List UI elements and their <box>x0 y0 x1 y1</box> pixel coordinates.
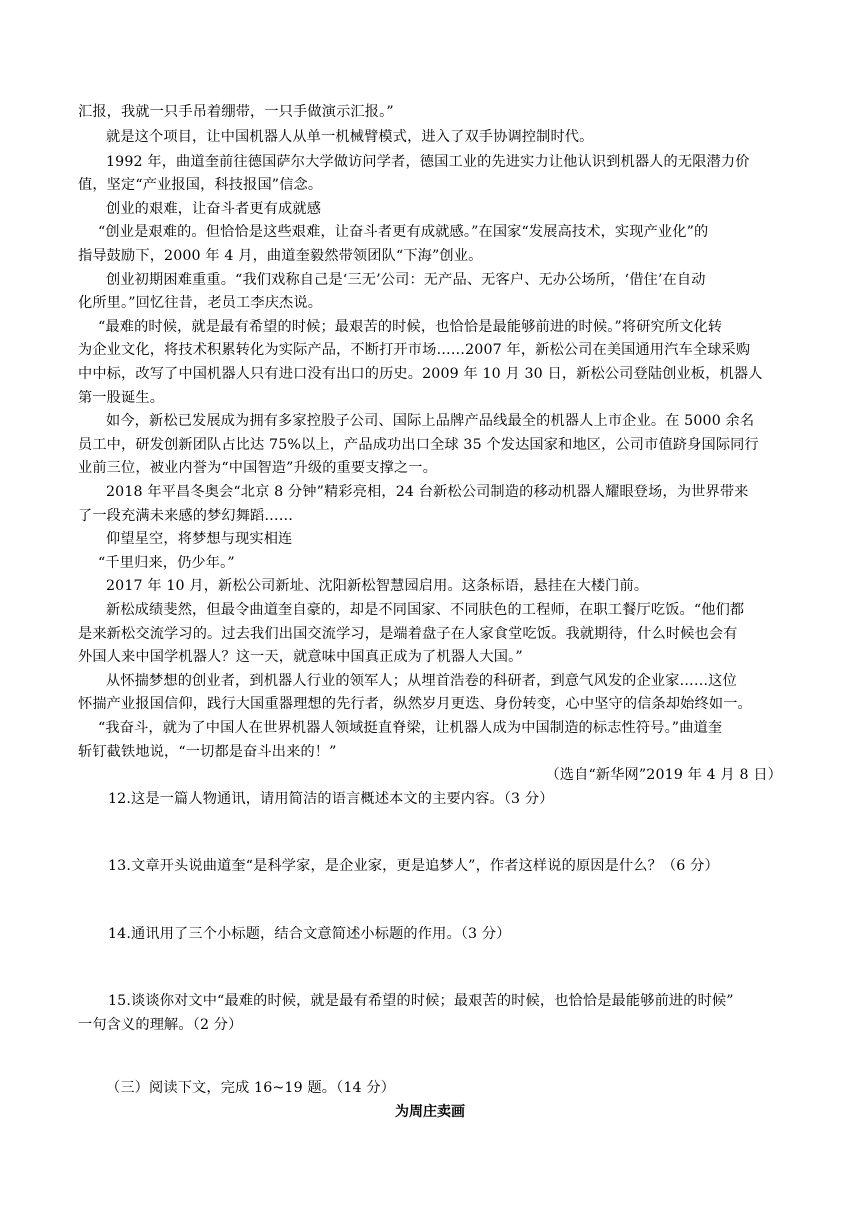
section-heading: （三）阅读下文，完成 16~19 题。（14 分） <box>106 1080 396 1096</box>
paragraph-line: 业前三位，被业内誉为“中国智造”升级的重要支撑之一。 <box>78 460 437 476</box>
paragraph-line: 从怀揣梦想的创业者，到机器人行业的领军人；从埋首浩卷的科研者，到意气风发的企业家……这位 <box>106 673 737 689</box>
paragraph-line: 创业初期困难重重。“我们戏称自己是‘三无’公司：无产品、无客户、无办公场所，‘借住’在自动 <box>106 272 706 288</box>
question-15-cont: 一句含义的理解。（2 分） <box>78 1017 243 1033</box>
paragraph-line: 中中标，改写了中国机器人只有进口没有出口的历史。2009 年 10 月 30 日，新松公司登陆创业板，机器人 <box>78 366 763 382</box>
paragraph-line: “我奋斗，就为了中国人在世界机器人领域挺直脊梁，让机器人成为中国制造的标志性符号。”曲道奎 <box>98 720 723 736</box>
paragraph-line: 斩钉截铁地说，“一切都是奋斗出来的！” <box>78 744 337 760</box>
paragraph-line: 是来新松交流学习的。过去我们出国交流学习，是端着盘子在人家食堂吃饭。我就期待，什么时候也会有 <box>78 626 738 642</box>
subheading-1: 创业的艰难，让奋斗者更有成就感 <box>106 201 322 217</box>
passage-title: 为周庄卖画 <box>395 1104 465 1120</box>
question-14: 14.通讯用了三个小标题，结合文意简述小标题的作用。（3 分） <box>108 926 511 942</box>
paragraph-line: 1992 年，曲道奎前往德国萨尔大学做访问学者，德国工业的先进实力让他认识到机器人的无限潜力价 <box>106 154 750 170</box>
paragraph-line: 为企业文化，将技术积累转化为实际产品，不断打开市场……2007 年，新松公司在美国通用汽车全球采购 <box>78 342 751 358</box>
paragraph-line: 2018 年平昌冬奥会“北京 8 分钟”精彩亮相，24 台新松公司制造的移动机器人耀眼登场，为世界带来 <box>106 484 749 500</box>
paragraph-line: 了一段充满未来感的梦幻舞蹈…… <box>78 508 294 524</box>
paragraph-line: 怀揣产业报国信仰，践行大国重器理想的先行者，纵然岁月更迭、身份转变，心中坚守的信条却始终如一。 <box>78 696 752 712</box>
question-12: 12.这是一篇人物通讯，请用简洁的语言概述本文的主要内容。（3 分） <box>108 791 554 807</box>
paragraph-line: 就是这个项目，让中国机器人从单一机械臂模式，进入了双手协调控制时代。 <box>106 129 594 145</box>
paragraph-line: 外国人来中国学机器人？这一天，就意味中国真正成为了机器人大国。” <box>78 649 523 665</box>
subheading-2: 仰望星空，将梦想与现实相连 <box>106 531 293 547</box>
paragraph-line: 值，坚定“产业报国，科技报国”信念。 <box>78 177 323 193</box>
paragraph-line: 如今，新松已发展成为拥有多家控股子公司、国际上品牌产品线最全的机器人上市企业。在 5000 余名 <box>106 413 755 429</box>
source-citation: （选自“新华网”2019 年 4 月 8 日） <box>545 767 782 783</box>
paragraph-line: 2017 年 10 月，新松公司新址、沈阳新松智慧园启用。这条标语，悬挂在大楼门前。 <box>106 578 649 594</box>
paragraph-line: “千里归来，仍少年。” <box>98 555 235 571</box>
paragraph-line: 汇报，我就一只手吊着绷带，一只手做演示汇报。” <box>78 104 394 120</box>
question-13: 13.文章开头说曲道奎“是科学家，是企业家，更是追梦人”，作者这样说的原因是什么？（6 分） <box>108 858 719 874</box>
paragraph-line: “创业是艰难的。但恰恰是这些艰难，让奋斗者更有成就感。”在国家“发展高技术，实现产业化”的 <box>98 224 709 240</box>
paragraph-line: 新松成绩斐然，但最令曲道奎自豪的，却是不同国家、不同肤色的工程师，在职工餐厅吃饭。“他们都 <box>106 602 745 618</box>
paragraph-line: 化所里。”回忆往昔，老员工李庆杰说。 <box>78 295 323 311</box>
question-15: 15.谈谈你对文中“最难的时候，就是最有希望的时候；最艰苦的时候，也恰恰是最能够前进的时候” <box>108 993 734 1009</box>
paragraph-line: 指导鼓励下，2000 年 4 月，曲道奎毅然带领团队“下海”创业。 <box>78 248 483 264</box>
paragraph-line: “最难的时候，就是最有希望的时候；最艰苦的时候，也恰恰是最能够前进的时候。”将研究所文化转 <box>98 319 723 335</box>
paragraph-line: 第一股诞生。 <box>78 390 165 406</box>
paragraph-line: 员工中，研发创新团队占比达 75%以上，产品成功出口全球 35 个发达国家和地区，公司市值跻身国际同行 <box>78 437 759 453</box>
